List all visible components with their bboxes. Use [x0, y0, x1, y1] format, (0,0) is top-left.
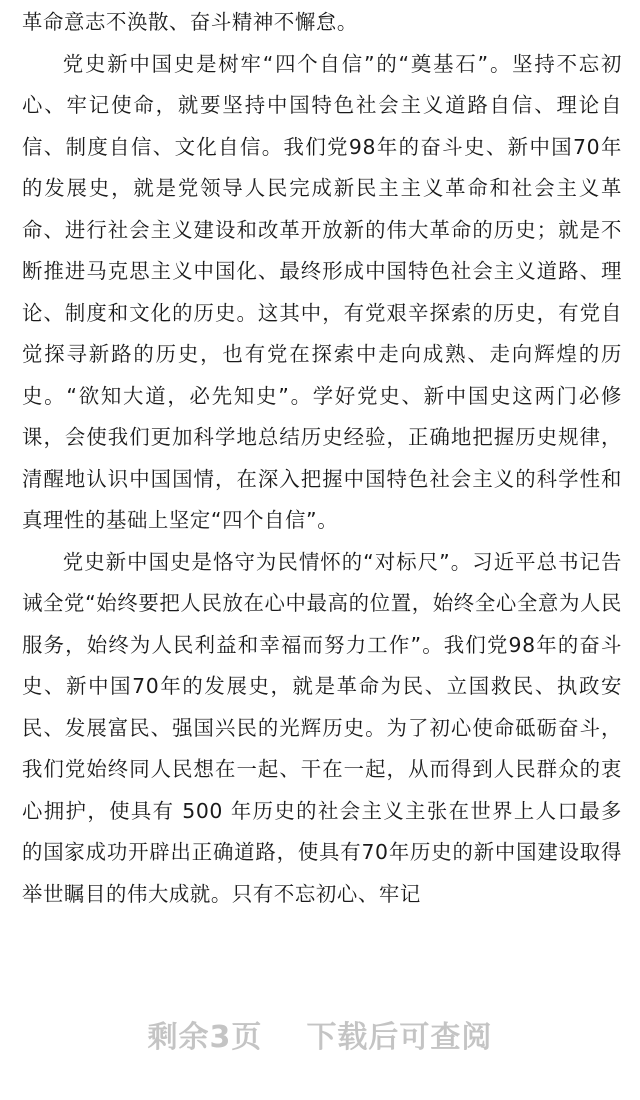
paragraph-people-first: 党史新中国史是恪守为民情怀的“对标尺”。习近平总书记告诫全党“始终要把人民放在心中最高的位置，始终全心全意为人民服务，始终为人民利益和幸福而努力工作”。我们党98年的奋斗史、新中国70年的发展史，就是革命为民、立国救民、执政安民、发展富民、强国兴民的光辉历史。为了初心使命砥砺奋斗，我们党始终同人民想在一起、干在一起，从而得到人民群众的衷心拥护，使具有 500 年历史的社会主义主张在世界上人口最多的国家成功开辟出正确道路，使具有70年历史的新中国建设取得举世瞩目的伟大成就。只有不忘初心、牢记 [22, 549, 622, 906]
paragraph-four-confidences: 党史新中国史是树牢“四个自信”的“奠基石”。坚持不忘初心、牢记使命，就要坚持中国特色社会主义道路自信、理论自信、制度自信、文化自信。我们党98年的奋斗史、新中国70年的发展史，就是党领导人民完成新民主主义革命和社会主义革命、进行社会主义建设和改革开放新的伟大革命的历史；就是不断推进马克思主义中国化、最终形成中国特色社会主义道路、理论、制度和文化的历史。这其中，有党艰辛探索的历史，有党自觉探寻新路的历史，也有党在探索中走向成熟、走向辉煌的历史。“欲知大道，必先知史”。学好党史、新中国史这两门必修课，会使我们更加科学地总结历史经验，正确地把握历史规律，清醒地认识中国国情，在深入把握中国特色社会主义的科学性和真理性的基础上坚定“四个自信”。 [22, 51, 622, 532]
document-body [22, 2, 622, 915]
remaining-pages-label: 剩余3页 [147, 1020, 263, 1055]
download-prompt-label: 下载后可查阅 [306, 1020, 493, 1055]
paragraph-continued: 革命意志不涣散、奋斗精神不懈怠。 [22, 10, 358, 34]
download-banner[interactable] [0, 1010, 640, 1066]
